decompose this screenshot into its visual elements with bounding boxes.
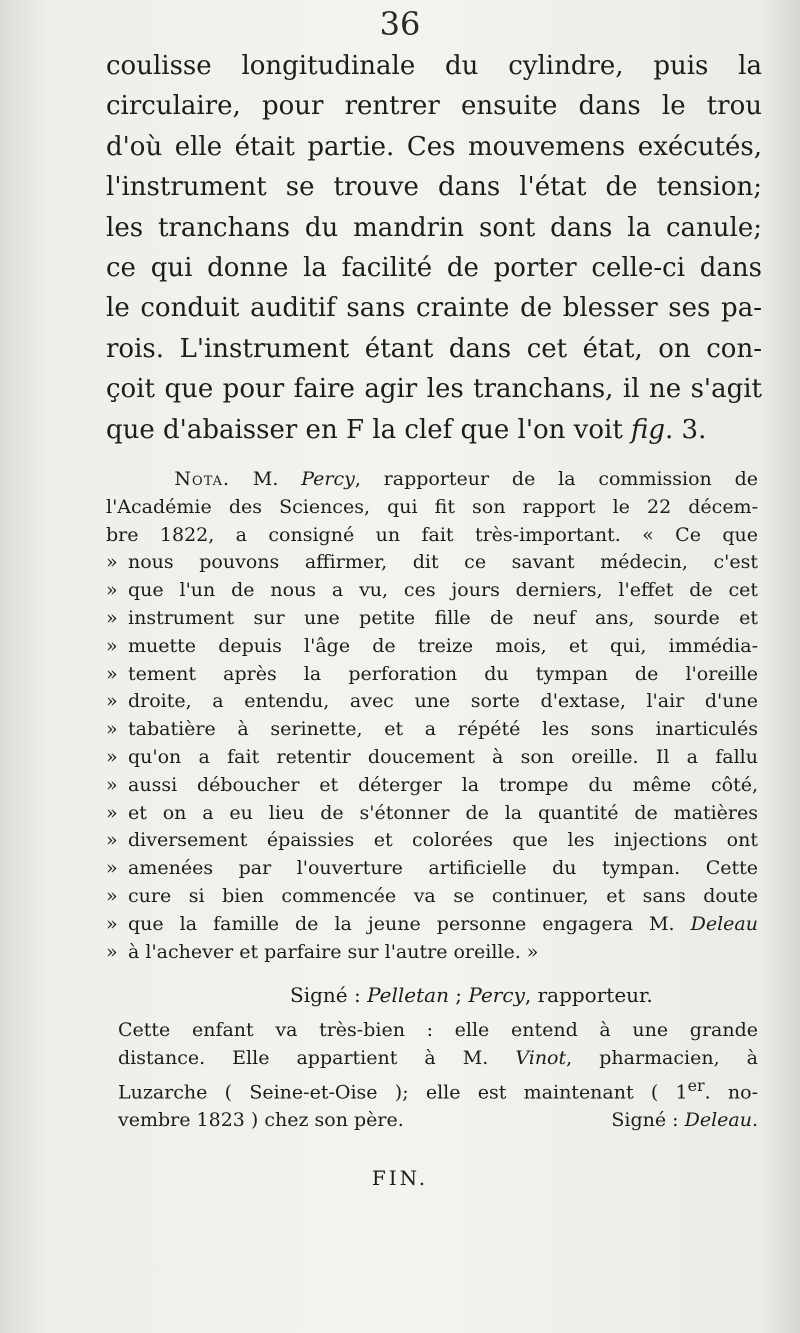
quoted-line [106,577,758,605]
page-number: 36 [379,5,421,43]
text-fragment: aussi déboucher et déterger la trompe du même côté, [128,773,758,796]
text-fragment: , rapporteur. [524,983,653,1007]
text-fragment: et on a eu lieu de s'étonner de la quantité de matières [128,801,758,824]
figure-reference: fig [631,414,666,445]
text-fragment: tabatière à serinette, et a répété les sons inarticulés [128,718,758,741]
note-line: bre 1822, a consigné un fait très-important. « Ce que [106,523,758,546]
closing-line: Cette enfant va très-bien : elle entend à une grande [118,1019,758,1041]
quote-mark: » [106,912,118,935]
text-fragment: M. [230,468,302,490]
text-line [106,410,762,450]
quote-mark: » [106,718,118,741]
text-fragment: vembre 1823 ) chez son père. [118,1109,404,1132]
text-line: çoit que pour faire agir les tranchans, il ne s'agit [106,374,762,405]
text-fragment: muette depuis l'âge de treize mois, et qui, immédia- [128,634,758,657]
signatory-name: Pelletan [367,983,449,1007]
quoted-line [106,549,758,577]
text-fragment: ; [448,983,469,1007]
main-paragraph [106,46,762,450]
quoted-line [106,827,758,855]
quote-mark: » [106,662,118,685]
note-line: l'Académie des Sciences, qui fit son rapport le 22 décem- [106,495,758,518]
superscript: er [687,1076,705,1095]
text-fragment: amenées par l'ouverture artificielle du tympan. Cette [128,857,758,880]
text-fragment: que l'un de nous a vu, ces jours derniers, l'effet de cet [128,579,758,602]
text-fragment: diversement épaissies et colorées que les injections ont [128,829,758,852]
author-name: Percy [301,468,355,490]
quoted-line [106,633,758,661]
quote-mark: » [106,690,118,713]
text-line: coulisse longitudinale du cylindre, puis la [106,51,762,81]
text-line: l'instrument se trouve dans l'état de tension; [106,172,762,203]
closing-line [118,1106,758,1134]
nota-paragraph [106,466,758,966]
quote-mark: » [106,551,118,574]
quoted-line [106,772,758,800]
text-fragment: qu'on a fait retentir doucement à son oreille. Il a fallu [128,745,758,768]
quoted-line [106,800,758,828]
text-fragment: à l'achever et parfaire sur l'autre oreille. » [128,940,539,963]
note-line [106,466,758,494]
person-name: Vinot [515,1047,567,1069]
quoted-line [106,883,758,911]
closing-paragraph [118,1016,758,1134]
quoted-line [106,939,758,967]
text-fragment: Signé : [611,1109,685,1132]
quote-mark: » [106,745,118,768]
text-fragment: , rapporteur de la commission de [354,468,758,490]
quote-mark: » [106,940,118,963]
signatory-name: Deleau. [684,1109,758,1132]
quote-mark: » [106,801,118,824]
quote-mark: » [106,857,118,880]
signatory-name: Percy [468,983,525,1007]
quoted-line [106,911,758,939]
text-line: d'où elle était partie. Ces mouvemens exécutés, [106,131,762,162]
quoted-line [106,855,758,883]
report-signature [290,980,760,1010]
quote-mark: » [106,634,118,657]
text-fragment: que la famille de la jeune personne engagera M. [128,912,691,935]
text-fragment: Luzarche ( Seine-et-Oise ); elle est maintenant ( 1 [118,1081,688,1104]
text-fragment: instrument sur une petite fille de neuf ans, sourde et [128,606,758,629]
author-name: Deleau [690,912,758,935]
text-fragment: nous pouvons affirmer, dit ce savant médecin, c'est [128,551,758,574]
closing-signature [611,1106,758,1134]
quote-mark: » [106,884,118,907]
text-fragment: . no- [704,1081,758,1104]
quote-mark: » [106,829,118,852]
text-fragment: Signé : [290,983,368,1007]
quote-mark: » [106,579,118,602]
text-line: le conduit auditif sans crainte de blesser ses pa- [106,293,762,324]
text-line: rois. L'instrument étant dans cet état, on con- [106,333,762,364]
closing-line [118,1044,758,1072]
nota-label: Nota. [174,468,231,490]
text-fragment: que d'abaisser en F la clef que l'on voit [106,414,632,445]
text-line: les tranchans du mandrin sont dans la canule; [106,212,762,243]
quoted-line [106,661,758,689]
text-fragment: tement après la perforation du tympan de l'oreille [128,662,758,685]
closing-line [118,1072,758,1106]
text-fragment: droite, a entendu, avec une sorte d'extase, l'air d'une [128,690,758,713]
quoted-line [106,716,758,744]
text-fragment: . 3. [665,414,707,445]
quote-mark: » [106,773,118,796]
text-line: ce qui donne la facilité de porter celle-ci dans [106,253,762,284]
quoted-line [106,605,758,633]
text-fragment: distance. Elle appartient à M. [118,1047,516,1069]
text-line: circulaire, pour rentrer ensuite dans le trou [106,91,762,122]
quoted-line [106,744,758,772]
text-fragment: cure si bien commencée va se continuer, et sans doute [128,884,758,907]
quoted-line [106,688,758,716]
fin-label: FIN. [371,1166,429,1190]
text-fragment: , pharmacien, à [566,1047,759,1069]
quote-mark: » [106,606,118,629]
